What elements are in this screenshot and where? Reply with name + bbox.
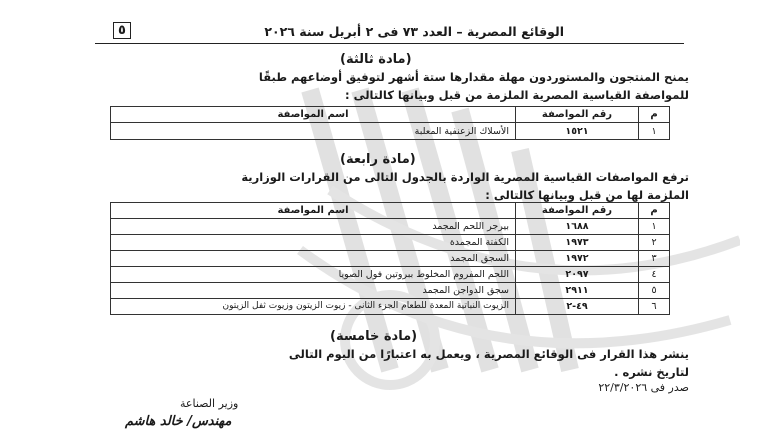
cell-index: ٥	[639, 283, 670, 299]
table-row	[111, 251, 670, 267]
article-4-table	[110, 202, 670, 315]
cell-spec-name: الزيوت النباتية المعدة للطعام الجزء الثانى - زيوت الزيتون وزيوت ثفل الزيتون	[111, 299, 516, 315]
cell-spec-name: سجق الدواجن المجمد	[111, 283, 516, 299]
article-5-heading: (مادة خامسة)	[330, 329, 418, 344]
cell-index: ٦	[639, 299, 670, 315]
cell-spec-name: الكفتة المجمدة	[111, 235, 516, 251]
cell-spec-number: ١٩٧٢	[516, 251, 639, 267]
table-row	[111, 123, 670, 140]
cell-index: ٤	[639, 267, 670, 283]
table-row	[111, 283, 670, 299]
cell-spec-number: ١٦٨٨	[516, 219, 639, 235]
minister-name: مهندس/ خالد هاشم	[125, 414, 232, 429]
cell-spec-number: ١٩٧٣	[516, 235, 639, 251]
table-row	[111, 235, 670, 251]
cell-spec-name: الأسلاك الزعنفية المعلبة	[111, 123, 516, 140]
page-number: ٥	[113, 22, 131, 39]
article-4-line-2: الملزمة لها من قبل وبيانها كالتالى :	[485, 188, 689, 202]
table-row	[111, 299, 670, 315]
article-5-line-1: ينشر هذا القرار فى الوقائع المصرية ، ويعمل به اعتبارًا من اليوم التالى	[288, 347, 689, 361]
table-header-row	[111, 107, 670, 123]
col-header-spec-name: اسم المواصفة	[111, 107, 516, 123]
cell-spec-name: اللحم المفروم المخلوط ببروتين فول الصويا	[111, 267, 516, 283]
col-header-spec-name: اسم المواصفة	[111, 203, 516, 219]
table-row	[111, 267, 670, 283]
issue-date: صدر فى ٢٢/٣/٢٠٢٦	[598, 381, 689, 394]
cell-index: ١	[639, 219, 670, 235]
cell-spec-number: ٤٩-٢	[516, 299, 639, 315]
col-header-spec-number: رقم المواصفة	[516, 203, 639, 219]
article-3-line-2: للمواصفة القياسية المصرية الملزمة من قبل وبيانها كالتالى :	[344, 88, 689, 102]
table-header-row	[111, 203, 670, 219]
article-5-line-2: لتاريخ نشره .	[614, 365, 689, 379]
article-4-line-1: ترفع المواصفات القياسية المصرية الواردة بالجدول التالى من القرارات الوزارية	[241, 170, 689, 184]
cell-index: ١	[639, 123, 670, 140]
cell-index: ٣	[639, 251, 670, 267]
cell-spec-number: ١٥٢١	[516, 123, 639, 140]
article-3-line-1: يمنح المنتجون والمستوردون مهلة مقدارها ستة أشهر لتوفيق أوضاعهم طبقًا	[258, 70, 689, 84]
article-3-table	[110, 106, 670, 140]
table-row	[111, 219, 670, 235]
cell-spec-number: ٢٠٩٧	[516, 267, 639, 283]
minister-title: وزير الصناعة	[180, 397, 239, 410]
cell-spec-number: ٢٩١١	[516, 283, 639, 299]
col-header-index: م	[639, 107, 670, 123]
cell-index: ٢	[639, 235, 670, 251]
page-header-title: الوقائع المصرية – العدد ٧٣ فى ٢ أبريل سنة ٢٠٢٦	[264, 24, 564, 39]
col-header-index: م	[639, 203, 670, 219]
cell-spec-name: السجق المجمد	[111, 251, 516, 267]
article-4-heading: (مادة رابعة)	[340, 152, 416, 167]
cell-spec-name: بيرجر اللحم المجمد	[111, 219, 516, 235]
header-divider	[95, 43, 684, 44]
col-header-spec-number: رقم المواصفة	[516, 107, 639, 123]
article-3-heading: (مادة ثالثة)	[340, 52, 412, 67]
